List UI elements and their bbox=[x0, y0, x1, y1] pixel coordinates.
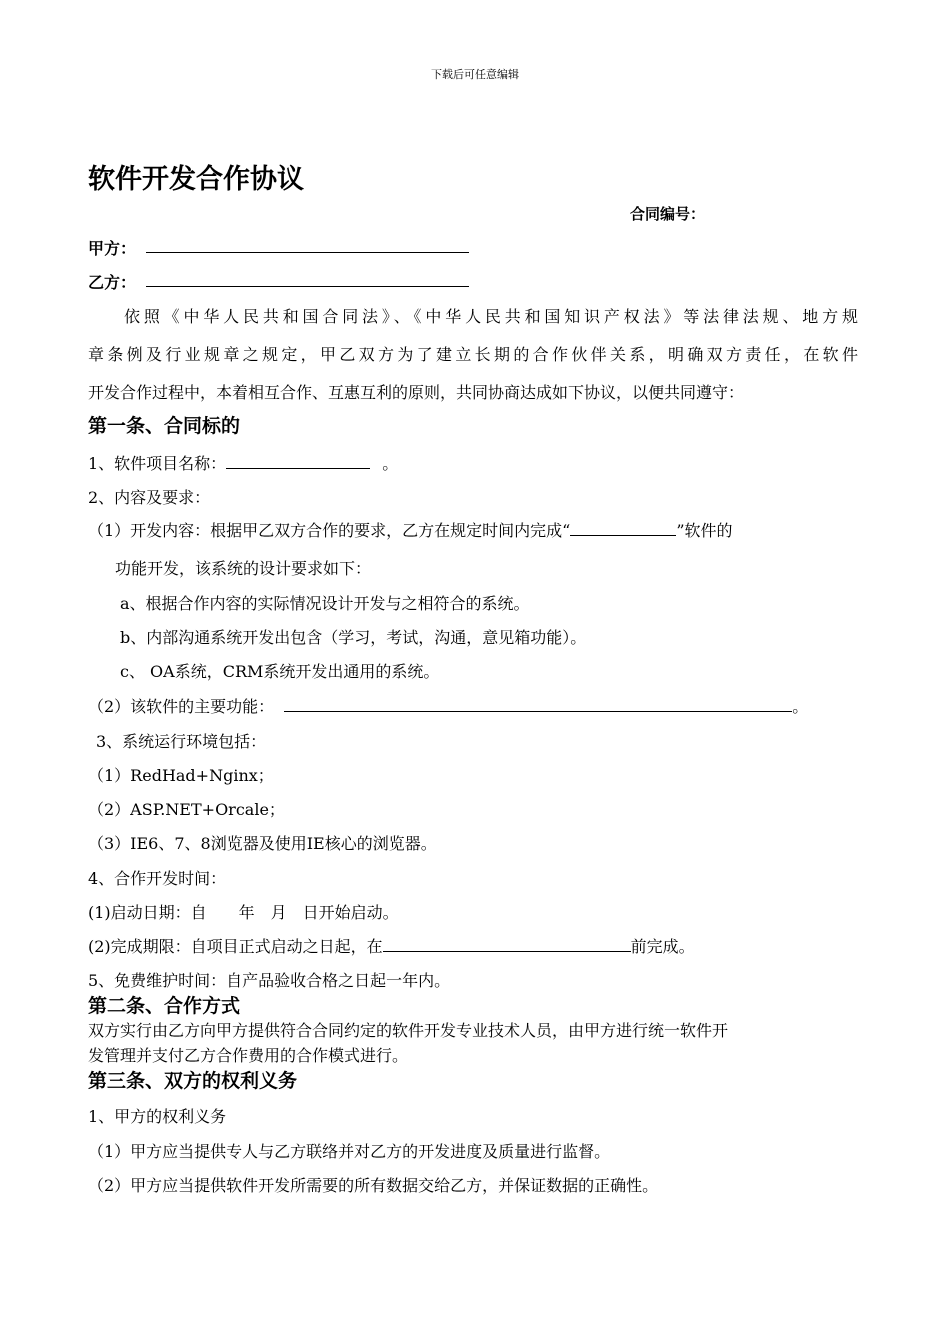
party-b-label: 乙方： bbox=[88, 273, 137, 292]
article3-item1-2: （2）甲方应当提供软件开发所需要的所有数据交给乙方，并保证数据的正确性。 bbox=[88, 1176, 659, 1195]
item1-suffix: 。 bbox=[382, 454, 399, 473]
article1-item3-1: （1）RedHad+Nginx； bbox=[88, 766, 274, 785]
article2-line: 发管理并支付乙方合作费用的合作模式进行。 bbox=[88, 1046, 409, 1065]
item1-prefix: 1、软件项目名称： bbox=[88, 454, 227, 473]
article2-body bbox=[88, 1018, 858, 1068]
party-a-blank bbox=[146, 252, 469, 253]
party-b-blank bbox=[146, 286, 469, 287]
article3-item1-1: （1）甲方应当提供专人与乙方联络并对乙方的开发进度及质量进行监督。 bbox=[88, 1142, 611, 1161]
article1-item1 bbox=[88, 451, 398, 474]
deadline-blank bbox=[383, 937, 631, 952]
intro-line: 章条例及行业规章之规定，甲乙双方为了建立长期的合作伙伴关系，明确双方责任，在软件 bbox=[88, 345, 858, 364]
article1-item2-1-cont: 功能开发，该系统的设计要求如下： bbox=[115, 559, 372, 578]
article1-item3-2: （2）ASP.NET+Orcale； bbox=[88, 800, 285, 819]
software-name-blank bbox=[570, 521, 676, 536]
header-note: 下载后可任意编辑 bbox=[431, 68, 519, 81]
article2-heading: 第二条、合作方式 bbox=[88, 995, 241, 1017]
contract-number-label: 合同编号： bbox=[630, 205, 706, 223]
intro-paragraph bbox=[88, 298, 858, 412]
article1-item2-1 bbox=[88, 518, 733, 541]
item4-2-prefix: (2)完成期限：自项目正式启动之日起，在 bbox=[88, 937, 383, 956]
article3-item1: 1、甲方的权利义务 bbox=[88, 1107, 227, 1126]
article1-item-c: c、 OA系统，CRM系统开发出通用的系统。 bbox=[120, 662, 440, 681]
intro-line: 依照《中华人民共和国合同法》、《中华人民共和国知识产权法》等法律法规、地方规 bbox=[124, 307, 858, 326]
article1-item4-1: (1)启动日期：自 年 月 日开始启动。 bbox=[88, 903, 399, 922]
item2-1-prefix: （1）开发内容：根据甲乙双方合作的要求，乙方在规定时间内完成“ bbox=[88, 521, 571, 540]
article1-item-b: b、内部沟通系统开发出包含（学习，考试，沟通，意见箱功能）。 bbox=[120, 628, 587, 647]
article1-item4: 4、合作开发时间： bbox=[88, 869, 227, 888]
article1-item3-3: （3）IE6、7、8浏览器及使用IE核心的浏览器。 bbox=[88, 834, 437, 853]
intro-line: 开发合作过程中，本着相互合作、互惠互利的原则，共同协商达成如下协议，以便共同遵守： bbox=[88, 383, 745, 402]
main-functions-blank bbox=[284, 697, 792, 712]
project-name-blank bbox=[226, 454, 370, 469]
party-a-label: 甲方： bbox=[88, 239, 137, 258]
article1-item2: 2、内容及要求： bbox=[88, 488, 211, 507]
article2-line: 双方实行由乙方向甲方提供符合合同约定的软件开发专业技术人员，由甲方进行统一软件开 bbox=[88, 1021, 729, 1040]
article3-heading: 第三条、双方的权利义务 bbox=[88, 1070, 298, 1092]
item2-1-suffix: ”软件的 bbox=[676, 521, 733, 540]
document-title: 软件开发合作协议 bbox=[88, 164, 304, 195]
article1-item3: 3、系统运行环境包括： bbox=[96, 732, 267, 751]
article1-item2-2 bbox=[88, 694, 808, 717]
article1-item5: 5、免费维护时间：自产品验收合格之日起一年内。 bbox=[88, 971, 451, 990]
article1-item-a: a、根据合作内容的实际情况设计开发与之相符合的系统。 bbox=[120, 594, 530, 613]
item4-2-suffix: 前完成。 bbox=[630, 937, 695, 956]
item2-2-prefix: （2）该软件的主要功能： bbox=[88, 697, 275, 716]
item2-2-suffix: 。 bbox=[792, 697, 809, 716]
article1-heading: 第一条、合同标的 bbox=[88, 415, 241, 437]
article1-item4-2 bbox=[88, 934, 695, 957]
